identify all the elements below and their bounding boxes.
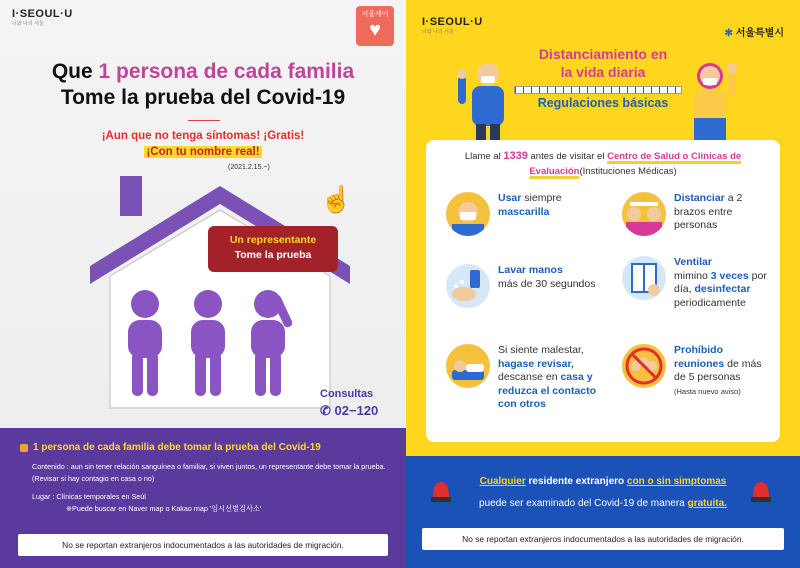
iseoulu-logo: I·SEOUL·U 너와 나의 서울: [12, 8, 73, 27]
seoul-city-logo: ✻ 서울특별시: [724, 28, 784, 39]
rule-ventilate: Ventilar mimino 3 veces por día, desinfectar periodicamente: [622, 256, 772, 310]
right-title-line2: la vida diaria: [560, 64, 646, 80]
iseoulu-logo: I·SEOUL·U 너와 나의 서울: [422, 16, 483, 35]
bullet-icon: [20, 444, 28, 452]
no-gathering-icon: [622, 344, 666, 388]
bottom-line2: puede ser examinado del Covid-19 de manera gratuita.: [479, 498, 727, 509]
heart-icon: ♥: [369, 19, 381, 41]
measuring-tape: [514, 86, 682, 94]
window-icon: [622, 256, 666, 300]
rule-handwash: Lavar manos más de 30 segundos: [446, 264, 596, 308]
card-heading-line2: Evaluación(Instituciones Médicas): [529, 166, 677, 177]
right-title-line1: Distanciamiento en: [538, 46, 668, 62]
rule-distance: Distanciar a 2 brazos entre personas: [622, 192, 772, 236]
right-notice: No se reportan extranjeros indocumentados a las autoridades de migración.: [422, 528, 784, 550]
title-divider: [188, 120, 220, 121]
representative-bubble: Un representante Tome la prueba: [208, 226, 338, 272]
pointing-hand-icon: ☝: [320, 184, 353, 214]
bottom-line1: Cualquier residente extranjero con o sin simptomas: [479, 476, 727, 487]
rule-mask: Usar siempre mascarilla: [446, 192, 596, 236]
rule-gathering: Prohíbido reuniones de más de 5 personas (Hasta nuevo aviso): [622, 344, 772, 398]
info-place: Lugar : Clínicas temporales en Seúl ※Puede buscar en Naver map o Kakao map '임시선별검사소': [32, 492, 262, 513]
subtitle-line2: ¡Con tu nombre real!: [146, 146, 260, 158]
info-box-heading: 1 persona de cada familia debe tomar la prueba del Covid-19: [20, 442, 386, 453]
regulations-card: [426, 140, 780, 442]
seoul-care-badge: 서울케어 ♥: [356, 6, 394, 46]
mask-icon: [446, 192, 490, 236]
subtitle-line1: ¡Aun que no tenga síntomas! ¡Gratis!: [101, 130, 305, 142]
phone-icon: ✆: [320, 403, 331, 418]
start-date: (2021.2.15.~): [228, 164, 270, 171]
card-heading-line1: Llame al 1339 antes de visitar el Centro de Salud o Clinicas de: [464, 150, 742, 162]
poster-title-line2: Tome la prueba del Covid-19: [60, 86, 346, 109]
handwash-icon: [446, 264, 490, 308]
right-title-line3: Regulaciones básicas: [537, 96, 669, 110]
bottom-banner: [406, 456, 800, 568]
info-content: Contenido : aun sin tener relación sanguínea o familiar, si viven juntos, un representante debe tomar la prueba. (Revisar si hay contagio en casa o no): [32, 462, 386, 483]
poster-title-line1: Que 1 persona de cada familia: [51, 60, 355, 83]
left-notice: No se reportan extranjeros indocumentados a las autoridades de migración.: [18, 534, 388, 556]
distance-icon: [622, 192, 666, 236]
sick-person-icon: [446, 344, 490, 388]
house-illustration: [80, 176, 360, 416]
seoul-symbol-icon: ✻: [724, 28, 733, 39]
rule-sick: Si siente malestar, hagase revisar, descanse en casa y reduzca el contacto con otros: [446, 344, 614, 412]
consult-info: Consultas ✆ 02−120: [320, 388, 379, 418]
